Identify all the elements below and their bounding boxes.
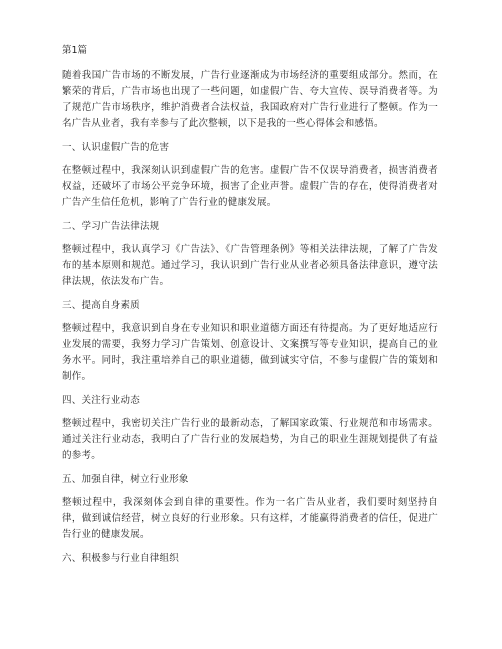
section-body-1: 在整顿过程中，我深刻认识到虚假广告的危害。虚假广告不仅误导消费者，损害消费者权益，还破坏了市场公平竞争环境，损害了企业声誉。虚假广告的存在，使得消费者对广告产生信任危机，影响了广告行业的健康发展。 — [62, 165, 438, 208]
section-heading-3: 三、提高自身素质 — [62, 300, 141, 311]
section-heading-6: 六、积极参与行业自律组织 — [62, 553, 180, 564]
section-heading-5: 五、加强自律，树立行业形象 — [62, 474, 189, 485]
section-heading-2: 二、学习广告法律法规 — [62, 221, 160, 232]
section-body-3: 整顿过程中，我意识到自身在专业知识和职业道德方面还有待提高。为了更好地适应行业发展的需要，我努力学习广告策划、创意设计、文案撰写等专业知识，提高自己的业务水平。同时，我注重培养自己的职业道德，做到诚实守信，不参与虚假广告的策划和制作。 — [62, 323, 438, 382]
intro-paragraph: 随着我国广告市场的不断发展，广告行业逐渐成为市场经济的重要组成部分。然而，在繁荣的背后，广告市场也出现了一些问题，如虚假广告、夸大宣传、误导消费者等。为了规范广告市场秩序，维护消费者合法权益，我国政府对广告行业进行了整顿。作为一名广告从业者，我有幸参与了此次整顿，以下是我的一些心得体会和感悟。 — [62, 70, 438, 129]
section-heading-4: 四、关注行业动态 — [62, 395, 141, 406]
section-heading-1: 一、认识虚假广告的危害 — [62, 142, 170, 153]
document-content — [62, 45, 438, 574]
document-title: 第1篇 — [62, 45, 88, 56]
section-body-4: 整顿过程中，我密切关注广告行业的最新动态，了解国家政策、行业规范和市场需求。通过关注行业动态，我明白了广告行业的发展趋势，为自己的职业生涯规划提供了有益的参考。 — [62, 418, 438, 461]
section-body-5: 整顿过程中，我深刻体会到自律的重要性。作为一名广告从业者，我们要时刻坚持自律，做到诚信经营，树立良好的行业形象。只有这样，才能赢得消费者的信任，促进广告行业的健康发展。 — [62, 497, 438, 540]
section-body-2: 整顿过程中，我认真学习《广告法》、《广告管理条例》等相关法律法规，了解了广告发布的基本原则和规范。通过学习，我认识到广告行业从业者必须具备法律意识，遵守法律法规，依法发布广告。 — [62, 244, 438, 287]
